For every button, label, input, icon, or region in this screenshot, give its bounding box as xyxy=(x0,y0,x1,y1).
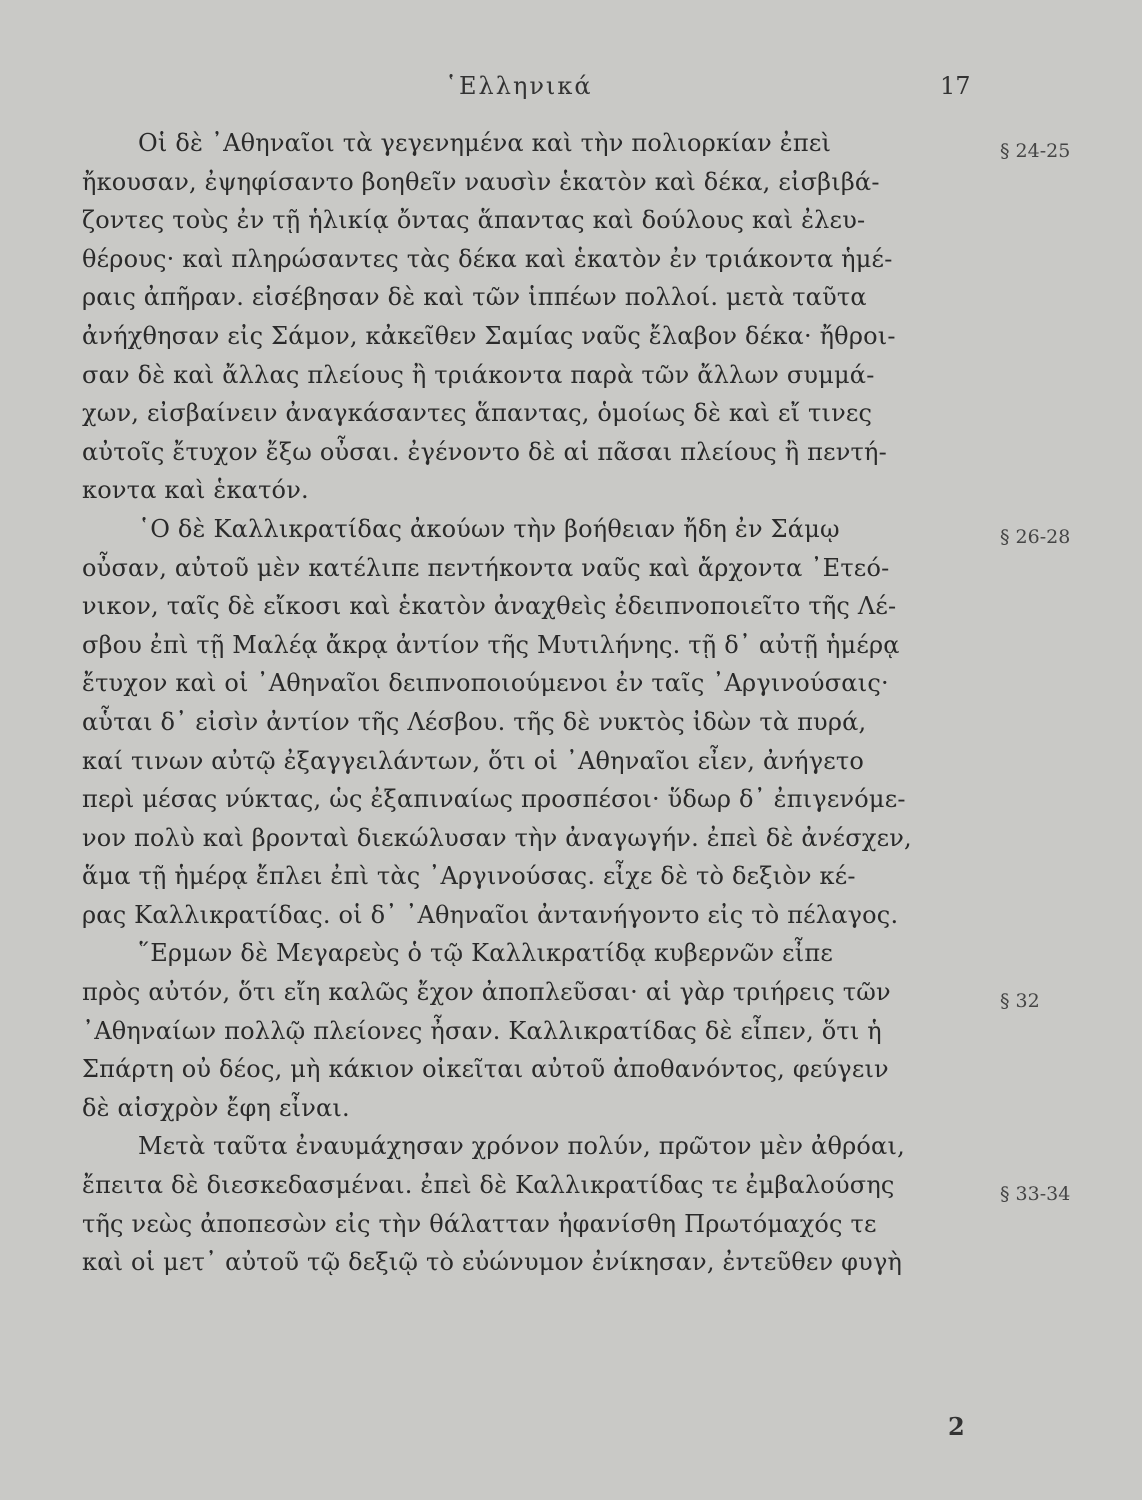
text-line: χων, εἰσβαίνειν ἀναγκάσαντες ἅπαντας, ὁμοίως δὲ καὶ εἴ τινες xyxy=(82,399,873,428)
text-line: νικον, ταῖς δὲ εἴκοσι καὶ ἑκατὸν ἀναχθεὶς ἐδειπνοποιεῖτο τῆς Λέ- xyxy=(82,592,897,621)
text-line: ᾽Αθηναίων πολλῷ πλείονες ἦσαν. Καλλικρατίδας δὲ εἶπεν, ὅτι ἡ xyxy=(82,1016,882,1045)
text-line: πρὸς αὐτόν, ὅτι εἴη καλῶς ἔχον ἀποπλεῦσαι· αἱ γὰρ τριήρεις τῶν xyxy=(82,978,891,1007)
running-title: ῾Ελληνικά xyxy=(445,72,593,100)
signature-mark: 2 xyxy=(948,1412,965,1441)
text-line: δὲ αἰσχρὸν ἔφη εἶναι. xyxy=(82,1093,350,1122)
text-line: καὶ οἱ μετ᾽ αὐτοῦ τῷ δεξιῷ τὸ εὐώνυμον ἐνίκησαν, ἐντεῦθεν φυγὴ xyxy=(82,1248,903,1277)
body-text xyxy=(82,124,990,1282)
margin-section-ref: § 26-28 xyxy=(1000,526,1071,548)
text-line: Οἱ δὲ ᾽Αθηναῖοι τὰ γεγενημένα καὶ τὴν πολιορκίαν ἐπεὶ xyxy=(138,129,832,157)
text-line: ἤκουσαν, ἐψηφίσαντο βοηθεῖν ναυσὶν ἑκατὸν καὶ δέκα, εἰσβιβά- xyxy=(82,167,880,196)
text-line: ραις ἀπῆραν. εἰσέβησαν δὲ καὶ τῶν ἱππέων πολλοί. μετὰ ταῦτα xyxy=(82,283,867,312)
text-line: θέρους· καὶ πληρώσαντες τὰς δέκα καὶ ἑκατὸν ἐν τριάκοντα ἡμέ- xyxy=(82,244,893,273)
running-head xyxy=(0,72,1142,102)
page-number: 17 xyxy=(940,72,971,100)
text-line: ῾Ο δὲ Καλλικρατίδας ἀκούων τὴν βοήθειαν ἤδη ἐν Σάμῳ xyxy=(138,514,840,543)
text-line: καί τινων αὐτῷ ἐξαγγειλάντων, ὅτι οἱ ᾽Αθηναῖοι εἶεν, ἀνήγετο xyxy=(82,746,865,775)
text-line: σαν δὲ καὶ ἄλλας πλείους ἢ τριάκοντα παρὰ τῶν ἄλλων συμμά- xyxy=(82,360,875,389)
text-line: περὶ μέσας νύκτας, ὡς ἐξαπιναίως προσπέσοι· ὕδωρ δ᾽ ἐπιγενόμε- xyxy=(82,785,906,814)
text-line: κοντα καὶ ἑκατόν. xyxy=(82,476,309,505)
text-line: αὐτοῖς ἔτυχον ἔξω οὖσαι. ἐγένοντο δὲ αἱ πᾶσαι πλείους ἢ πεντή- xyxy=(82,437,887,466)
margin-section-ref: § 24-25 xyxy=(1000,140,1071,162)
text-line: ἅμα τῇ ἡμέρᾳ ἔπλει ἐπὶ τὰς ᾽Αργινούσας. εἶχε δὲ τὸ δεξιὸν κέ- xyxy=(82,862,856,891)
text-line: Σπάρτη οὐ δέος, μὴ κάκιον οἰκεῖται αὐτοῦ ἀποθανόντος, φεύγειν xyxy=(82,1055,889,1084)
text-line: ζοντες τοὺς ἐν τῇ ἡλικίᾳ ὄντας ἅπαντας καὶ δούλους καὶ ἐλευ- xyxy=(82,206,866,235)
text-line: σβου ἐπὶ τῇ Μαλέᾳ ἄκρᾳ ἀντίον τῆς Μυτιλήνης. τῇ δ᾽ αὐτῇ ἡμέρᾳ xyxy=(82,630,900,659)
text-line: ἔπειτα δὲ διεσκεδασμέναι. ἐπεὶ δὲ Καλλικρατίδας τε ἐμβαλούσης xyxy=(82,1171,895,1200)
text-line: ῞Ερμων δὲ Μεγαρεὺς ὁ τῷ Καλλικρατίδᾳ κυβερνῶν εἶπε xyxy=(138,939,833,968)
text-line: νον πολὺ καὶ βρονταὶ διεκώλυσαν τὴν ἀναγωγήν. ἐπεὶ δὲ ἀνέσχεν, xyxy=(82,823,912,852)
text-line: ἔτυχον καὶ οἱ ᾽Αθηναῖοι δειπνοποιούμενοι ἐν ταῖς ᾽Αργινούσαις· xyxy=(82,669,889,698)
margin-section-ref: § 33-34 xyxy=(1000,1183,1071,1205)
text-line: αὗται δ᾽ εἰσὶν ἀντίον τῆς Λέσβου. τῆς δὲ νυκτὸς ἰδὼν τὰ πυρά, xyxy=(82,707,867,736)
text-line: ἀνήχθησαν εἰς Σάμον, κἀκεῖθεν Σαμίας ναῦς ἔλαβον δέκα· ἤθροι- xyxy=(82,321,896,350)
text-line: Μετὰ ταῦτα ἐναυμάχησαν χρόνον πολύν, πρῶτον μὲν ἀθρόαι, xyxy=(138,1132,905,1161)
text-line: ρας Καλλικρατίδας. οἱ δ᾽ ᾽Αθηναῖοι ἀντανήγοντο εἰς τὸ πέλαγος. xyxy=(82,900,899,929)
text-line: τῆς νεὼς ἀποπεσὼν εἰς τὴν θάλατταν ἠφανίσθη Πρωτόμαχός τε xyxy=(82,1209,877,1238)
margin-section-ref: § 32 xyxy=(1000,990,1040,1012)
text-line: οὖσαν, αὐτοῦ μὲν κατέλιπε πεντήκοντα ναῦς καὶ ἄρχοντα ᾽Ετεό- xyxy=(82,553,890,582)
